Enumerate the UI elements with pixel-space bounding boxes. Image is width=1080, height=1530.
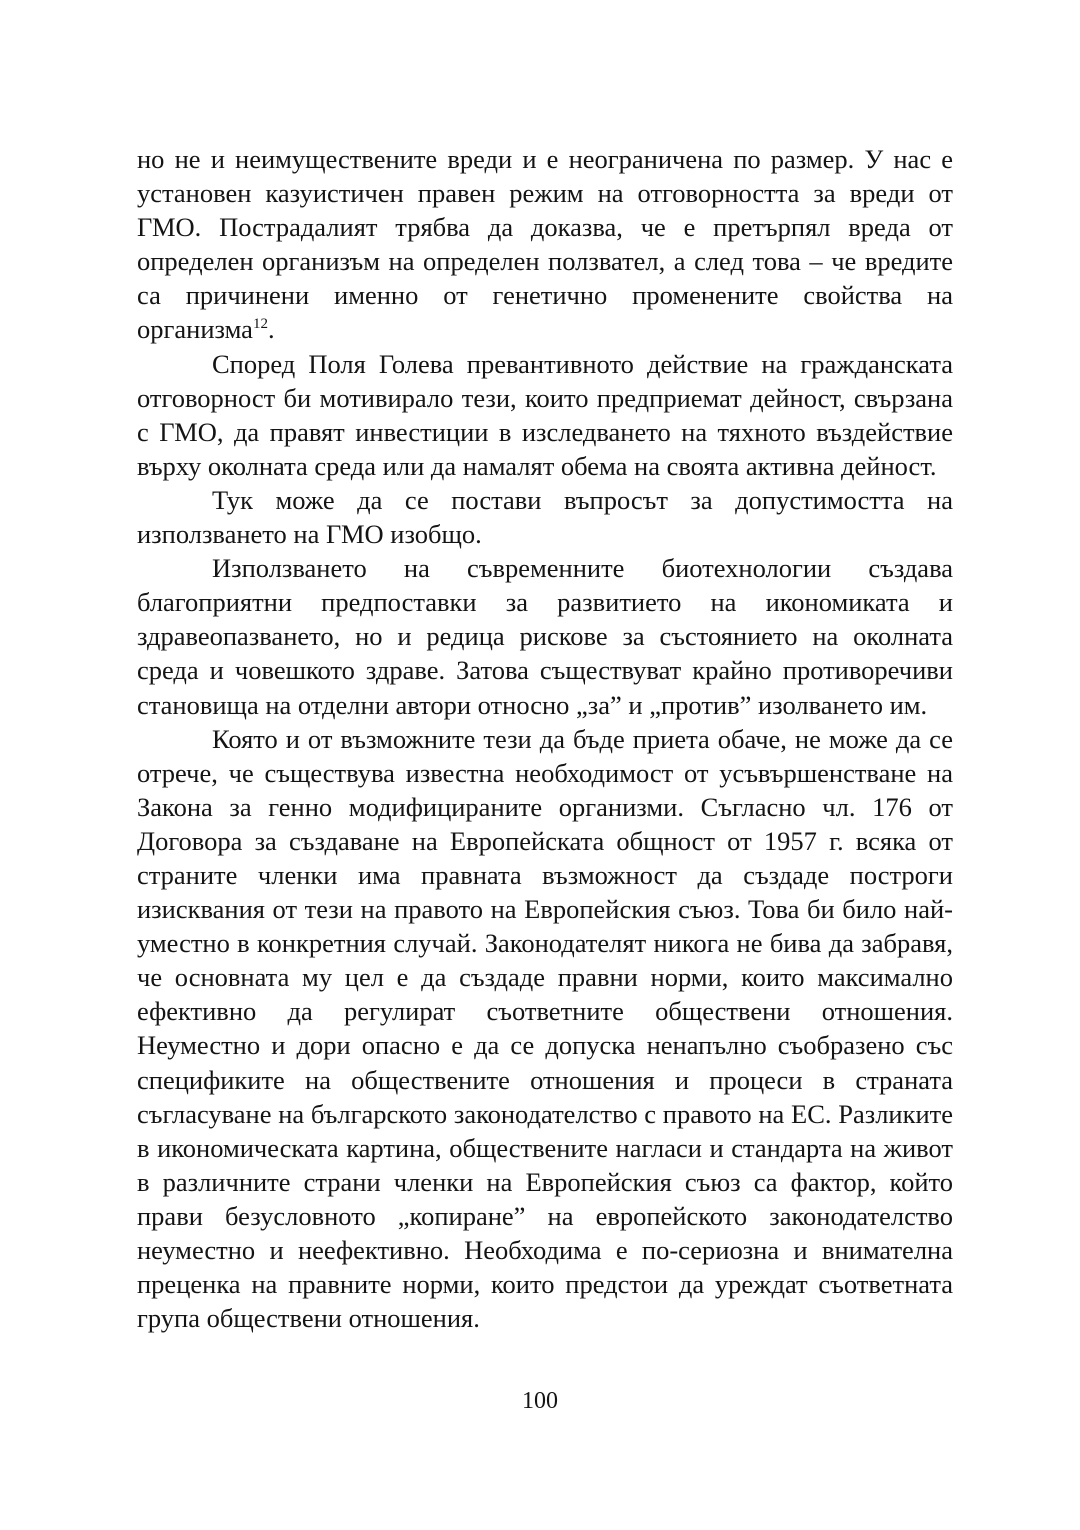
paragraph-1-text: но не и неимуществените вреди и е неограничена по размер. У нас е установен казуистичен правен режим на отговорността за вреди от ГМО. Пострадалият трябва да доказва, че е претърпял вреда от определен организъм на определен ползвател, а след това – че вредите са причинени именно от генетично променените свойства на организма — [137, 144, 953, 345]
paragraph-5: Която и от възможните тези да бъде приета обаче, не може да се отрече, че съществува известна необходимост от усъвършенстване на Закона за генно модифицираните организми. Съгласно чл. 176 от Договора за създаване на Европейската общност от 1957 г. всяка от страните членки има правната възможност да създаде построги изисквания от тези на правото на Европейския съюз. Това би било най-уместно в конкретния случай. Законодателят никога не бива да забравя, че основната му цел е да създаде правни норми, които максимално ефективно да регулират съответните обществени отношения. Неуместно и дори опасно е да се допуска ненапълно съобразено със спецификите на обществените отношения и процеси в страната съгласуване на българското законодателство с правото на ЕС. Разликите в икономическата картина, обществените нагласи и стандарта на живот в различните страни членки на Европейския съюз са фактор, който прави безусловното „копиране” на европейското законодателство неуместно и неефективно. Необходима е по-сериозна и внимателна преценка на правните норми, които предстои да уреждат съответната група обществени отношения. — [137, 723, 953, 1334]
footnote-reference: 12 — [252, 316, 268, 333]
paragraph-1-period: . — [267, 314, 275, 345]
paragraph-2: Според Поля Голева превантивното действие на гражданската отговорност би мотивирало тези, които предприемат дейност, свързана с ГМО, да правят инвестиции в изследването на тяхното въздействие върху околната среда или да намалят обема на своята активна дейност. — [137, 348, 953, 481]
page-number: 100 — [522, 1388, 558, 1414]
paragraph-3: Тук може да се постави въпросът за допустимостта на използването на ГМО изобщо. — [137, 484, 953, 550]
body-text — [137, 142, 953, 1335]
paragraph-1-continuation — [137, 142, 953, 347]
paragraph-4: Използването на съвременните биотехнологии създава благоприятни предпоставки за развитието на икономиката и здравеопазването, но и редица рискове за състоянието на околната среда и човешкото здраве. Затова съществуват крайно противоречиви становища на отделни автори относно „за” и „против” изолването им. — [137, 553, 953, 720]
